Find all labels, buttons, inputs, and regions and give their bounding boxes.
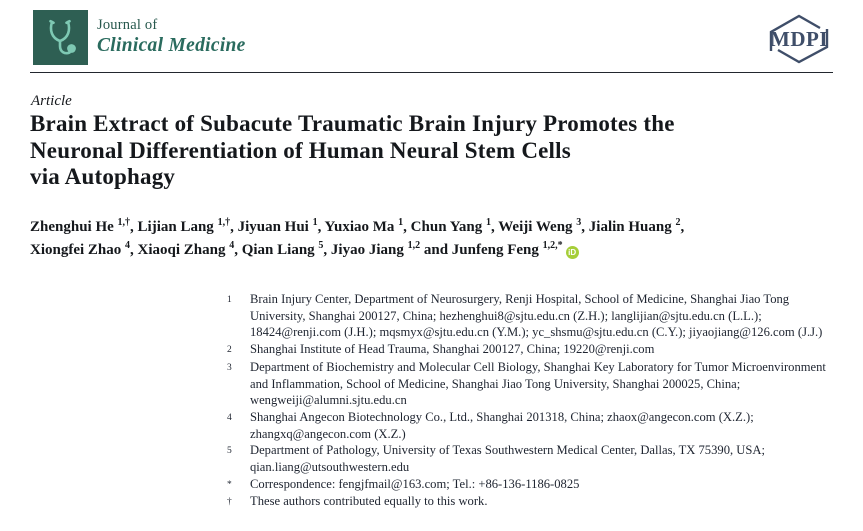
author-affil-sup: 1 <box>398 217 404 228</box>
author-affil-sup: 1,† <box>117 217 131 228</box>
author-affil-sup: 1,† <box>217 217 231 228</box>
affiliation-row <box>227 359 827 409</box>
affiliation-marker: 2 <box>227 345 232 356</box>
author-name: Qian Liang <box>241 242 315 258</box>
mdpi-logo <box>763 12 835 71</box>
affiliation-marker: 3 <box>227 362 232 373</box>
journal-name-line2: Clinical Medicine <box>97 35 246 56</box>
author-name: Yuxiao Ma <box>324 219 395 235</box>
affiliation-text: Shanghai Angecon Biotechnology Co., Ltd., Shanghai 201318, China; zhaox@angecon.com (X.Z.); zhangxq@angecon.com (X.Z.) <box>250 409 754 441</box>
author-affil-sup: 1 <box>486 217 491 228</box>
author-name: Junfeng Feng <box>451 242 539 258</box>
author-affil-sup: 4 <box>125 240 131 251</box>
author-name: Chun Yang <box>410 219 483 235</box>
author-affil-sup: 1 <box>312 217 318 228</box>
affiliation-row <box>227 442 827 475</box>
author-affil-sup: 2 <box>675 217 681 228</box>
affiliation-text: Department of Pathology, University of Texas Southwestern Medical Center, Dallas, TX 75390, USA; qian.liang@utsouthwestern.edu <box>250 443 765 475</box>
author-name: Jialin Huang <box>588 219 672 235</box>
affiliation-marker: * <box>227 479 232 490</box>
author-name: Jiyuan Hui <box>237 219 309 235</box>
author-line-2: Xiongfei Zhao $^4$, Xiaoqi Zhang $^4$, Qian Liang $^5$, Jiyao Jiang $^{1,2}$ and Junfeng Feng $^{1,2,*}$iD <box>30 239 860 262</box>
affiliation-marker: † <box>227 497 232 508</box>
journal-name-line1: Journal of <box>97 17 158 33</box>
author-affil-sup: 3 <box>576 217 582 228</box>
affiliation-text: Correspondence: fengjfmail@163.com; Tel.: +86-136-1186-0825 <box>250 476 580 491</box>
header-divider <box>30 72 833 73</box>
author-name: Weiji Weng <box>498 219 573 235</box>
affiliation-text: Brain Injury Center, Department of Neurosurgery, Renji Hospital, School of Medicine, Shanghai Jiao Tong University, Shanghai 200127, China; hezhenghui8@sjtu.edu.cn (Z.H.); langlijian@sjtu.edu.cn (L.L.); 18424@renji.com (J.H.); mqsmyx@sjtu.edu.cn (Y.M.); yc_shsmu@sjtu.edu.cn (C.Y.); jiyaojiang@126.com (J.J.) <box>250 292 823 340</box>
affiliation-row <box>227 291 827 341</box>
author-name: Lijian Lang <box>137 219 214 235</box>
affiliation-row <box>227 409 827 442</box>
affiliation-marker: 4 <box>227 412 232 423</box>
affiliation-marker: 5 <box>227 446 232 457</box>
affiliation-text: Shanghai Institute of Head Trauma, Shanghai 200127, China; 19220@renji.com <box>250 342 655 357</box>
article-type-label: Article <box>31 93 72 109</box>
affiliation-row <box>227 493 827 511</box>
mdpi-hexagon-icon <box>763 12 835 66</box>
journal-logo <box>33 10 88 65</box>
affiliation-text: Department of Biochemistry and Molecular Cell Biology, Shanghai Key Laboratory for Tumor Microenvironment and Inflammation, School of Medicine, Shanghai Jiao Tong University, Shanghai 200025, China; wengweiji@alumni.sjtu.edu.cn <box>250 359 826 408</box>
author-affil-sup: 1,2,* <box>542 240 563 251</box>
author-affil-sup: 4 <box>229 240 235 251</box>
author-name: Jiyao Jiang <box>330 242 404 258</box>
author-name: Zhenghui He <box>30 219 114 235</box>
mdpi-wordmark: MDPI <box>770 27 828 51</box>
orcid-icon[interactable]: iD <box>566 246 579 259</box>
author-name: Xiongfei Zhao <box>30 242 122 258</box>
affiliation-row <box>227 476 827 494</box>
affiliation-list <box>227 291 827 511</box>
stethoscope-icon <box>43 17 79 59</box>
journal-brand <box>33 10 246 65</box>
affiliation-text: These authors contributed equally to this work. <box>250 494 488 509</box>
author-name: Xiaoqi Zhang <box>137 242 226 258</box>
affiliation-row <box>227 341 827 359</box>
affiliation-marker: 1 <box>227 295 232 305</box>
paper-title: Brain Extract of Subacute Traumatic Brain Injury Promotes the Neuronal Differentiation of Human Neural Stem Cells via Autophagy <box>30 111 675 189</box>
author-list <box>30 216 860 262</box>
author-line-1: Zhenghui He $^{1,\dagger}$, Lijian Lang $^{1,\dagger}$, Jiyuan Hui $^1$, Yuxiao Ma $^1$, Chun Yang $^1$, Weiji Weng $^3$, Jialin Huang $^2$, <box>30 217 685 235</box>
author-affil-sup: 1,2 <box>407 240 421 251</box>
journal-name <box>97 10 246 57</box>
author-affil-sup: 5 <box>318 240 324 251</box>
